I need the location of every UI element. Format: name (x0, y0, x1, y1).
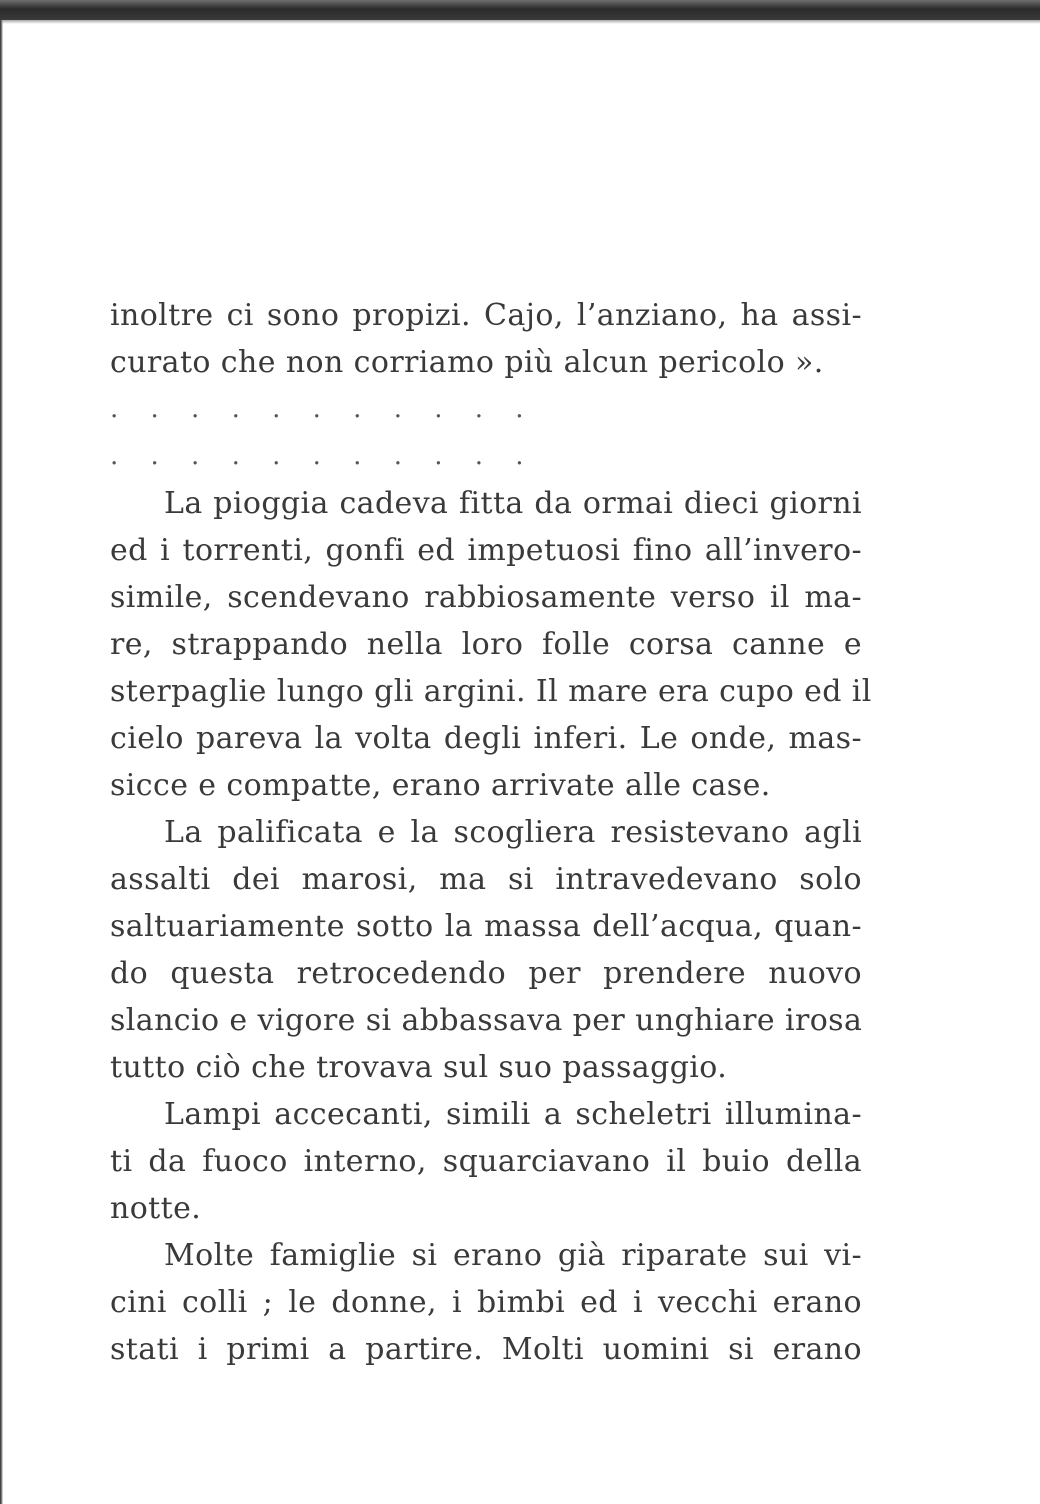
ellipsis-row: . . . . . . . . . . . (110, 394, 536, 424)
text-line: notte. (110, 1191, 202, 1226)
paragraph-first-line: La palificata e la scogliera resistevano agli (164, 815, 862, 850)
text-line: sicce e compatte, erano arrivate alle case. (110, 768, 771, 803)
text-line: sterpaglie lungo gli argini. Il mare era cupo ed il (110, 674, 872, 709)
text-line: tutto ciò che trovava sul suo passaggio. (110, 1050, 728, 1085)
text-line: ti da fuoco interno, squarciavano il buio della (110, 1144, 862, 1179)
text-line: cini colli ; le donne, i bimbi ed i vecchi erano (110, 1285, 862, 1320)
text-line: ed i torrenti, gonfi ed impetuosi fino all’invero- (110, 533, 862, 568)
text-line: assalti dei marosi, ma si intravedevano solo (110, 862, 862, 897)
paragraph-first-line: La pioggia cadeva fitta da ormai dieci giorni (164, 486, 862, 521)
text-line: curato che non corriamo più alcun pericolo ». (110, 345, 824, 380)
text-line: stati i primi a partire. Molti uomini si erano (110, 1332, 862, 1367)
scan-top-edge (0, 0, 1040, 20)
text-line: saltuariamente sotto la massa dell’acqua, quan- (110, 909, 862, 944)
text-line: do questa retrocedendo per prendere nuovo (110, 956, 862, 991)
page-text (110, 292, 872, 1373)
text-line: cielo pareva la volta degli inferi. Le onde, mas- (110, 721, 862, 756)
text-line: inoltre ci sono propizi. Cajo, l’anziano, ha assi- (110, 298, 862, 333)
paragraph-first-line: Molte famiglie si erano già riparate sui vi- (164, 1238, 862, 1273)
paragraph-first-line: Lampi accecanti, simili a scheletri illumina- (164, 1097, 862, 1132)
text-line: slancio e vigore si abbassava per unghiare irosa (110, 1003, 863, 1038)
ellipsis-row: . . . . . . . . . . . (110, 441, 536, 471)
text-line: simile, scendevano rabbiosamente verso il ma- (110, 580, 862, 615)
scan-left-edge (0, 20, 3, 1504)
text-line: re, strappando nella loro folle corsa canne e (110, 627, 862, 662)
